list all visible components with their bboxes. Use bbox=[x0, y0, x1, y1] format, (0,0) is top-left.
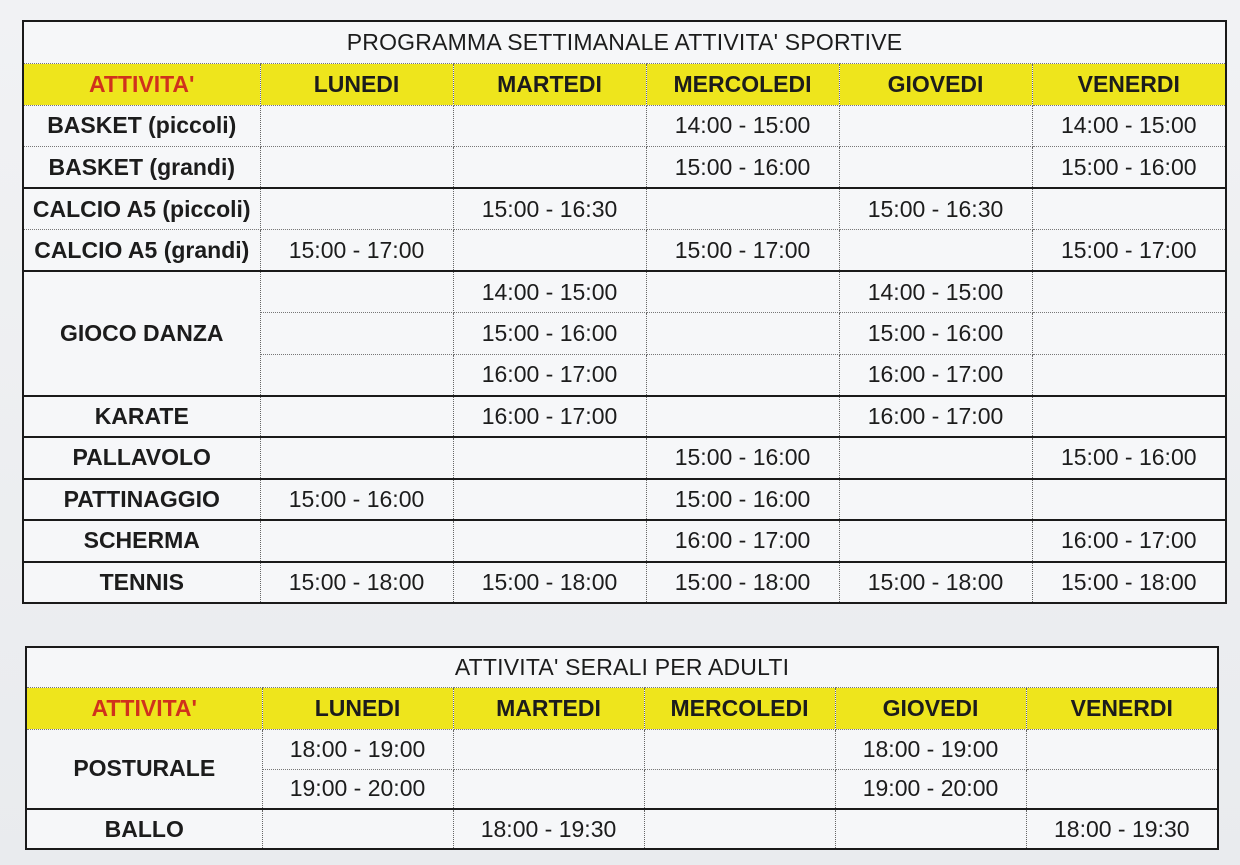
time-slot-cell: 16:00 - 17:00 bbox=[453, 396, 646, 438]
activity-name: KARATE bbox=[23, 396, 260, 438]
time-slot-cell bbox=[1026, 769, 1218, 809]
time-slot-cell: 16:00 - 17:00 bbox=[453, 354, 646, 396]
day-header-venerdi: VENERDI bbox=[1032, 63, 1226, 105]
time-slot-cell bbox=[453, 437, 646, 479]
time-slot-cell bbox=[1032, 396, 1226, 438]
time-slot-cell bbox=[646, 313, 839, 355]
time-slot-cell bbox=[1032, 271, 1226, 313]
activity-column-header: ATTIVITA' bbox=[23, 63, 260, 105]
table-row bbox=[23, 479, 1226, 521]
table-row bbox=[23, 105, 1226, 147]
activity-name: BASKET (grandi) bbox=[23, 147, 260, 189]
time-slot-cell bbox=[839, 479, 1032, 521]
time-slot-cell: 15:00 - 16:00 bbox=[260, 479, 453, 521]
header-row bbox=[26, 687, 1218, 729]
time-slot-cell bbox=[1032, 188, 1226, 230]
time-slot-cell: 15:00 - 18:00 bbox=[260, 562, 453, 604]
activity-name: PALLAVOLO bbox=[23, 437, 260, 479]
time-slot-cell bbox=[260, 520, 453, 562]
activity-name: GIOCO DANZA bbox=[23, 271, 260, 396]
time-slot-cell: 16:00 - 17:00 bbox=[646, 520, 839, 562]
time-slot-cell bbox=[835, 809, 1026, 849]
table-row bbox=[23, 562, 1226, 604]
time-slot-cell: 18:00 - 19:30 bbox=[1026, 809, 1218, 849]
time-slot-cell bbox=[453, 147, 646, 189]
time-slot-cell bbox=[260, 437, 453, 479]
table-row bbox=[23, 147, 1226, 189]
time-slot-cell bbox=[453, 479, 646, 521]
table-title: ATTIVITA' SERALI PER ADULTI bbox=[26, 647, 1218, 687]
time-slot-cell bbox=[1026, 729, 1218, 769]
activity-name: CALCIO A5 (grandi) bbox=[23, 230, 260, 272]
time-slot-cell bbox=[839, 147, 1032, 189]
table-row bbox=[26, 729, 1218, 769]
table-row bbox=[23, 396, 1226, 438]
day-header-lunedi: LUNEDI bbox=[262, 687, 453, 729]
time-slot-cell: 16:00 - 17:00 bbox=[839, 396, 1032, 438]
weekly-schedule-table bbox=[22, 20, 1227, 604]
time-slot-cell bbox=[453, 520, 646, 562]
time-slot-cell bbox=[646, 271, 839, 313]
time-slot-cell: 15:00 - 18:00 bbox=[453, 562, 646, 604]
time-slot-cell bbox=[644, 809, 835, 849]
day-header-mercoledi: MERCOLEDI bbox=[646, 63, 839, 105]
time-slot-cell: 15:00 - 16:30 bbox=[839, 188, 1032, 230]
time-slot-cell bbox=[839, 230, 1032, 272]
time-slot-cell: 15:00 - 16:00 bbox=[1032, 147, 1226, 189]
time-slot-cell bbox=[646, 396, 839, 438]
table-row bbox=[23, 520, 1226, 562]
time-slot-cell: 18:00 - 19:00 bbox=[835, 729, 1026, 769]
time-slot-cell: 15:00 - 18:00 bbox=[1032, 562, 1226, 604]
time-slot-cell bbox=[644, 729, 835, 769]
time-slot-cell bbox=[260, 396, 453, 438]
time-slot-cell bbox=[1032, 313, 1226, 355]
table-row bbox=[23, 271, 1226, 313]
time-slot-cell: 15:00 - 16:00 bbox=[646, 147, 839, 189]
activity-name: POSTURALE bbox=[26, 729, 262, 809]
time-slot-cell bbox=[839, 437, 1032, 479]
time-slot-cell: 15:00 - 16:00 bbox=[646, 479, 839, 521]
time-slot-cell bbox=[1032, 354, 1226, 396]
time-slot-cell bbox=[453, 230, 646, 272]
activity-name: BALLO bbox=[26, 809, 262, 849]
time-slot-cell bbox=[839, 105, 1032, 147]
table-title-row bbox=[23, 21, 1226, 63]
activity-name: TENNIS bbox=[23, 562, 260, 604]
day-header-martedi: MARTEDI bbox=[453, 687, 644, 729]
time-slot-cell: 18:00 - 19:30 bbox=[453, 809, 644, 849]
time-slot-cell: 15:00 - 18:00 bbox=[839, 562, 1032, 604]
time-slot-cell: 18:00 - 19:00 bbox=[262, 729, 453, 769]
activity-name: BASKET (piccoli) bbox=[23, 105, 260, 147]
day-header-giovedi: GIOVEDI bbox=[839, 63, 1032, 105]
activity-name: PATTINAGGIO bbox=[23, 479, 260, 521]
time-slot-cell: 16:00 - 17:00 bbox=[839, 354, 1032, 396]
activity-column-header: ATTIVITA' bbox=[26, 687, 262, 729]
time-slot-cell: 15:00 - 16:30 bbox=[453, 188, 646, 230]
time-slot-cell bbox=[260, 271, 453, 313]
time-slot-cell bbox=[1032, 479, 1226, 521]
table-row bbox=[26, 809, 1218, 849]
time-slot-cell: 14:00 - 15:00 bbox=[646, 105, 839, 147]
time-slot-cell: 14:00 - 15:00 bbox=[1032, 105, 1226, 147]
day-header-lunedi: LUNEDI bbox=[260, 63, 453, 105]
day-header-venerdi: VENERDI bbox=[1026, 687, 1218, 729]
time-slot-cell: 14:00 - 15:00 bbox=[453, 271, 646, 313]
time-slot-cell bbox=[260, 147, 453, 189]
table-title-row bbox=[26, 647, 1218, 687]
table-row bbox=[23, 230, 1226, 272]
time-slot-cell bbox=[262, 809, 453, 849]
day-header-giovedi: GIOVEDI bbox=[835, 687, 1026, 729]
table-row bbox=[23, 188, 1226, 230]
activity-name: SCHERMA bbox=[23, 520, 260, 562]
time-slot-cell: 15:00 - 17:00 bbox=[260, 230, 453, 272]
table-row bbox=[23, 437, 1226, 479]
time-slot-cell: 19:00 - 20:00 bbox=[835, 769, 1026, 809]
time-slot-cell bbox=[646, 188, 839, 230]
time-slot-cell: 15:00 - 17:00 bbox=[1032, 230, 1226, 272]
day-header-martedi: MARTEDI bbox=[453, 63, 646, 105]
time-slot-cell: 15:00 - 17:00 bbox=[646, 230, 839, 272]
time-slot-cell: 19:00 - 20:00 bbox=[262, 769, 453, 809]
time-slot-cell: 15:00 - 18:00 bbox=[646, 562, 839, 604]
time-slot-cell bbox=[260, 188, 453, 230]
time-slot-cell bbox=[260, 105, 453, 147]
time-slot-cell: 14:00 - 15:00 bbox=[839, 271, 1032, 313]
time-slot-cell bbox=[644, 769, 835, 809]
time-slot-cell: 15:00 - 16:00 bbox=[1032, 437, 1226, 479]
time-slot-cell: 16:00 - 17:00 bbox=[1032, 520, 1226, 562]
evening-schedule-table bbox=[25, 646, 1219, 850]
time-slot-cell: 15:00 - 16:00 bbox=[646, 437, 839, 479]
time-slot-cell bbox=[646, 354, 839, 396]
time-slot-cell bbox=[453, 105, 646, 147]
time-slot-cell bbox=[839, 520, 1032, 562]
time-slot-cell bbox=[260, 354, 453, 396]
header-row bbox=[23, 63, 1226, 105]
time-slot-cell bbox=[260, 313, 453, 355]
time-slot-cell bbox=[453, 769, 644, 809]
time-slot-cell bbox=[453, 729, 644, 769]
time-slot-cell: 15:00 - 16:00 bbox=[839, 313, 1032, 355]
day-header-mercoledi: MERCOLEDI bbox=[644, 687, 835, 729]
activity-name: CALCIO A5 (piccoli) bbox=[23, 188, 260, 230]
table-title: PROGRAMMA SETTIMANALE ATTIVITA' SPORTIVE bbox=[23, 21, 1226, 63]
time-slot-cell: 15:00 - 16:00 bbox=[453, 313, 646, 355]
